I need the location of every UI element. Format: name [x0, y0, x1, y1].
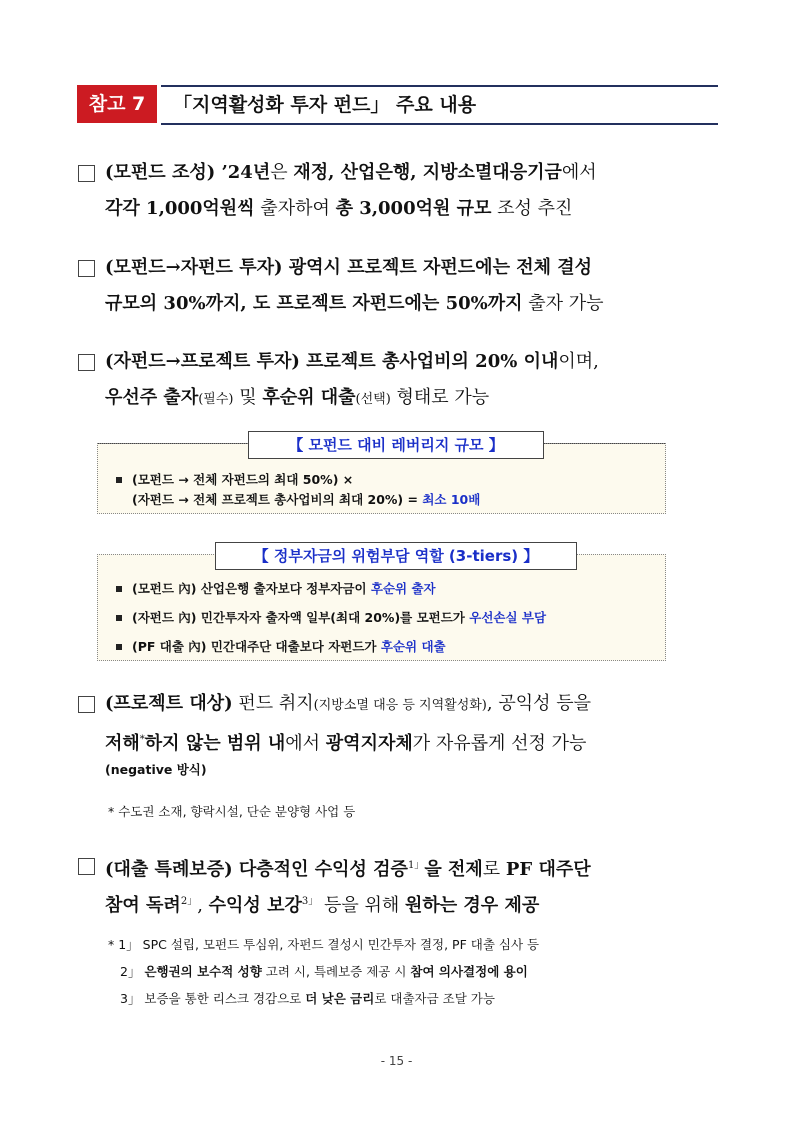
- box-row: [116, 470, 353, 488]
- footnote: [120, 962, 528, 980]
- box-row: [116, 637, 446, 655]
- item-heading: (자펀드→프로젝트 투자): [105, 351, 300, 372]
- text: 2」: [120, 964, 145, 979]
- text-bold: 각각 1,000억원씩: [105, 198, 255, 219]
- page-title: 「지역활성화 투자 펀드」 주요 내용: [173, 94, 477, 116]
- bullet-icon: [116, 644, 122, 650]
- footnote: * 수도권 소재, 향락시설, 단순 분양형 사업 등: [108, 804, 356, 819]
- text-highlight: 우선손실 부담: [469, 610, 547, 625]
- text: (자펀드 內) 민간투자자 출자액 일부(최대 20%)를 모펀드가: [132, 610, 470, 625]
- checkbox-icon: [78, 260, 95, 277]
- item-child-to-project: [78, 344, 718, 424]
- item-fund-formation: [78, 155, 718, 235]
- text-highlight: 후순위 대출: [380, 639, 446, 654]
- text-bold: 수익성 보강: [208, 895, 302, 916]
- text: 출자하여: [254, 198, 336, 219]
- text: (모펀드 → 전체 자펀드의 최대 50%) ×: [132, 472, 354, 487]
- item-line: [105, 155, 597, 191]
- text-bold: ’24년: [215, 162, 271, 183]
- text: 조성 추진: [491, 198, 573, 219]
- item-line: [105, 286, 604, 322]
- item-line: [105, 848, 591, 888]
- text-bold: 은행권의 보수적 성향: [144, 964, 262, 979]
- text: (자펀드 → 전체 프로젝트 총사업비의 최대 20%) =: [132, 492, 423, 507]
- bullet-icon: [116, 586, 122, 592]
- text: 로: [482, 859, 506, 880]
- text: 출자 가능: [522, 293, 604, 314]
- box-row: [116, 579, 436, 597]
- text-bold: 다층적인 수익성 검증: [232, 859, 408, 880]
- text-bold: 광역시 프로젝트 자펀드에는 전체 결성: [282, 257, 593, 278]
- text-bold: 을 전제: [424, 859, 483, 880]
- title-box: [161, 85, 718, 125]
- text: 로 대출자금 조달 가능: [374, 991, 495, 1006]
- text-bold: PF 대주단: [505, 859, 591, 880]
- text-bold: 우선주 출자: [105, 387, 199, 408]
- text-bold: 규모의 30%까지, 도 프로젝트 자펀드에는 50%까지: [105, 293, 523, 314]
- text: 고려 시, 특례보증 제공 시: [261, 964, 411, 979]
- text-small: (선택): [355, 392, 391, 407]
- text-highlight: 후순위 출자: [370, 581, 436, 596]
- checkbox-icon: [78, 354, 95, 371]
- footnote-mark: 3」: [301, 896, 319, 907]
- footnote-mark: 2」: [180, 896, 198, 907]
- risk-box: [97, 547, 666, 661]
- item-line: [105, 191, 572, 227]
- box-title: 【 정부자금의 위험부담 역할 (3-tiers) 】: [215, 542, 577, 570]
- item-line: [105, 380, 489, 418]
- bullet-icon: [116, 477, 122, 483]
- text: 이며,: [558, 351, 599, 372]
- box-row: [132, 490, 480, 508]
- item-line: [105, 344, 599, 380]
- text-small: (지방소멸 대응 등 지역활성화): [313, 698, 487, 713]
- box-row: [116, 608, 546, 626]
- text: 에서: [285, 733, 326, 754]
- section-header: [77, 85, 718, 123]
- text: 및: [233, 387, 263, 408]
- text-bold: 참여 의사결정에 용이: [410, 964, 528, 979]
- text-bold: 참여 독려: [105, 895, 181, 916]
- text: , 공익성 등을: [486, 693, 591, 714]
- checkbox-icon: [78, 858, 95, 875]
- text: 펀드 취지: [232, 693, 314, 714]
- footnote-mark: 1」: [407, 860, 425, 871]
- text-bold: 총 3,000억원 규모: [335, 198, 492, 219]
- text-highlight: 최소 10배: [422, 492, 481, 507]
- footnote: * 1」 SPC 설립, 모펀드 투심위, 자펀드 결성시 민간투자 결정, PF 대출 심사 등: [108, 937, 540, 952]
- text: (PF 대출 內) 민간대주단 대출보다 자펀드가: [132, 639, 381, 654]
- item-heading: (모펀드 조성): [105, 162, 216, 183]
- text-bold: 프로젝트 총사업비의 20% 이내: [299, 351, 559, 372]
- footnote-mark: *: [139, 734, 145, 745]
- text-bold: 하지 않는 범위 내: [144, 733, 286, 754]
- item-parent-to-child: [78, 250, 718, 330]
- text: 에서: [561, 162, 597, 183]
- text-bold: 재정, 산업은행, 지방소멸대응기금: [293, 162, 562, 183]
- text-bold: 후순위 대출: [262, 387, 356, 408]
- text: 등을 위해: [318, 895, 405, 916]
- page-number: - 15 -: [380, 1054, 413, 1068]
- text-small: (필수): [198, 392, 234, 407]
- text-bold: 원하는 경우 제공: [404, 895, 540, 916]
- item-heading: (프로젝트 대상): [105, 693, 233, 714]
- footnote: [120, 989, 495, 1007]
- text: 형태로 가능: [390, 387, 490, 408]
- text: (모펀드 內) 산업은행 출자보다 정부자금이: [132, 581, 371, 596]
- item-line: [105, 250, 592, 286]
- leverage-box: [97, 436, 666, 514]
- text-bold: 더 낮은 금리: [305, 991, 375, 1006]
- item-heading: (모펀드→자펀드 투자): [105, 257, 283, 278]
- text-bold: 저해: [105, 733, 140, 754]
- bullet-icon: [116, 615, 122, 621]
- item-line: [105, 884, 539, 924]
- text: 은: [270, 162, 294, 183]
- text: 3」 보증을 통한 리스크 경감으로: [120, 991, 306, 1006]
- text: ,: [197, 895, 209, 916]
- text: 가 자유롭게 선정 가능: [412, 733, 587, 754]
- item-heading: (대출 특례보증): [105, 859, 233, 880]
- negative-method: (negative 방식): [105, 762, 207, 777]
- checkbox-icon: [78, 696, 95, 713]
- reference-tag: 참고 7: [77, 85, 157, 123]
- checkbox-icon: [78, 165, 95, 182]
- item-loan-guarantee: [78, 848, 718, 928]
- text-bold: 광역지자체: [325, 733, 413, 754]
- item-line: [105, 686, 591, 724]
- box-title: 【 모펀드 대비 레버리지 규모 】: [248, 431, 544, 459]
